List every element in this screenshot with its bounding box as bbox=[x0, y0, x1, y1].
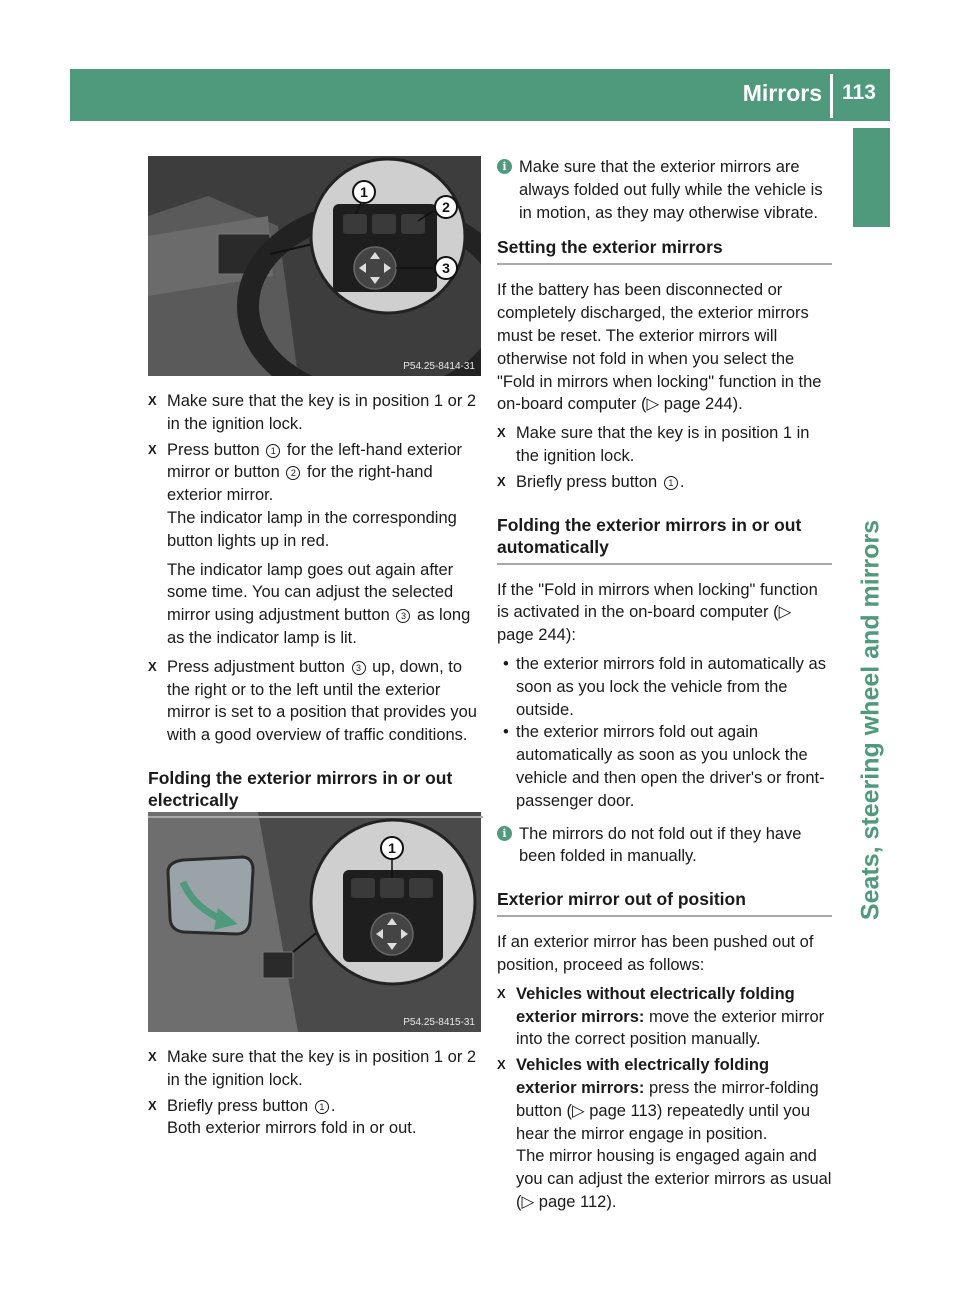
callout-ref: 2 bbox=[286, 466, 300, 480]
list-item-text: the exterior mirrors fold in automatically as soon as you lock the vehicle from the outside. bbox=[516, 654, 826, 719]
step-marker: X bbox=[497, 1057, 506, 1073]
step-marker: X bbox=[497, 985, 506, 1001]
step-text: press the mirror-folding button (▷ page 113) repeatedly until you hear the mirror engage in position. bbox=[516, 1078, 819, 1143]
page-title: Mirrors bbox=[742, 80, 822, 106]
step-marker: X bbox=[148, 658, 157, 674]
figure-code: P54.25-8414-31 bbox=[403, 361, 475, 372]
left-column-lower bbox=[148, 1046, 483, 1146]
info-note bbox=[497, 823, 832, 869]
step-marker: X bbox=[148, 1049, 157, 1064]
mirror-folding-illustration bbox=[148, 812, 481, 1032]
callout-ref: 1 bbox=[664, 476, 678, 490]
info-text: Make sure that the exterior mirrors are always folded out fully while the vehicle is in motion, as they may otherwise vibrate. bbox=[519, 158, 823, 222]
callout-ref: 1 bbox=[315, 1100, 329, 1114]
step-text: . bbox=[330, 1096, 336, 1115]
step-text: move the exterior mirror into the correct position manually. bbox=[516, 1007, 825, 1049]
step-bold-text: Vehicles with electrically folding exterior mirrors: bbox=[516, 1056, 770, 1097]
step-text: Make sure that the key is in position 1 or 2 in the ignition lock. bbox=[167, 1048, 477, 1089]
figure-code: P54.25-8415-31 bbox=[403, 1017, 475, 1028]
step-marker: X bbox=[148, 1097, 157, 1113]
section-heading: Folding the exterior mirrors in or out electrically bbox=[148, 767, 483, 818]
step-text: for the left-hand exterior mirror or button bbox=[167, 440, 463, 482]
step-item bbox=[148, 656, 483, 747]
step-note: The mirror housing is engaged again and you can adjust the exterior mirrors as usual (▷ page 112). bbox=[516, 1147, 832, 1211]
step-item bbox=[148, 439, 483, 650]
step-text: Make sure that the key is in position 1 or 2 in the ignition lock. bbox=[167, 392, 477, 433]
step-marker: X bbox=[148, 393, 157, 408]
page-number: 113 bbox=[842, 81, 876, 104]
step-item bbox=[148, 1046, 483, 1092]
step-note: Both exterior mirrors fold in or out. bbox=[167, 1119, 417, 1138]
callout-ref: 3 bbox=[352, 661, 366, 675]
callout-1: 1 bbox=[388, 840, 396, 856]
step-text: Press button bbox=[167, 440, 260, 459]
callout-2: 2 bbox=[442, 199, 450, 215]
list-item bbox=[497, 653, 832, 721]
step-note-text: as long as the indicator lamp is lit. bbox=[167, 606, 471, 647]
bullet-marker: • bbox=[503, 654, 509, 673]
list-item-text: the exterior mirrors fold out again automatically as soon as you unlock the vehicle and then open the driver's or front-passenger door. bbox=[516, 723, 825, 810]
step-item bbox=[497, 983, 832, 1051]
info-note bbox=[497, 156, 832, 224]
info-icon: i bbox=[497, 159, 512, 174]
step-marker: X bbox=[497, 473, 506, 489]
step-note bbox=[167, 559, 483, 650]
mirror-folding-figure bbox=[148, 812, 481, 1032]
step-text: . bbox=[679, 472, 685, 491]
step-item bbox=[497, 422, 832, 468]
callout-ref: 3 bbox=[396, 609, 410, 623]
callout-3: 3 bbox=[442, 260, 450, 276]
paragraph: If the battery has been disconnected or completely discharged, the exterior mirrors must be reset. The exterior mirrors will otherwise not fold in when you select the "Fold in mirrors when locking" function in the on-board computer (▷ page 244). bbox=[497, 281, 822, 414]
section-heading: Setting the exterior mirrors bbox=[497, 236, 832, 265]
step-text: for the right-hand exterior mirror. bbox=[167, 463, 433, 505]
step-marker: X bbox=[497, 425, 506, 441]
step-item bbox=[497, 471, 832, 494]
list-item bbox=[497, 721, 832, 812]
step-item bbox=[148, 1095, 483, 1141]
paragraph: If the "Fold in mirrors when locking" function is activated in the on-board computer (▷ page 244): bbox=[497, 580, 818, 645]
step-item bbox=[497, 1054, 832, 1214]
section-heading: Folding the exterior mirrors in or out automatically bbox=[497, 514, 832, 565]
left-column bbox=[148, 390, 483, 832]
paragraph: If an exterior mirror has been pushed out of position, proceed as follows: bbox=[497, 933, 814, 974]
step-marker: X bbox=[148, 441, 157, 457]
side-tab bbox=[853, 128, 890, 227]
step-text: up, down, to the right or to the left until the exterior mirror is set to a position that provides you with a good overview of traffic conditions. bbox=[167, 657, 477, 745]
step-bold-text: Vehicles without electrically folding exterior mirrors: bbox=[516, 984, 795, 1026]
section-heading: Exterior mirror out of position bbox=[497, 888, 832, 917]
bullet-marker: • bbox=[503, 723, 509, 742]
step-note: The indicator lamp in the corresponding button lights up in red. bbox=[167, 508, 457, 550]
info-icon: i bbox=[497, 826, 512, 841]
step-item bbox=[148, 390, 483, 436]
callout-ref: 1 bbox=[266, 444, 280, 458]
step-text: Briefly press button bbox=[516, 472, 658, 491]
info-text: The mirrors do not fold out if they have been folded in manually. bbox=[519, 824, 802, 866]
step-text: Make sure that the key is in position 1 in the ignition lock. bbox=[516, 424, 810, 465]
mirror-controls-illustration bbox=[148, 156, 481, 376]
step-text: Briefly press button bbox=[167, 1096, 309, 1115]
header-divider bbox=[830, 74, 833, 118]
step-text: Press adjustment button bbox=[167, 657, 345, 676]
right-column bbox=[497, 156, 832, 1220]
chapter-label: Seats, steering wheel and mirrors bbox=[856, 519, 885, 921]
callout-1: 1 bbox=[360, 184, 368, 200]
mirror-controls-figure bbox=[148, 156, 481, 376]
step-note-text: The indicator lamp goes out again after some time. You can adjust the selected mirror using adjustment button bbox=[167, 560, 454, 625]
